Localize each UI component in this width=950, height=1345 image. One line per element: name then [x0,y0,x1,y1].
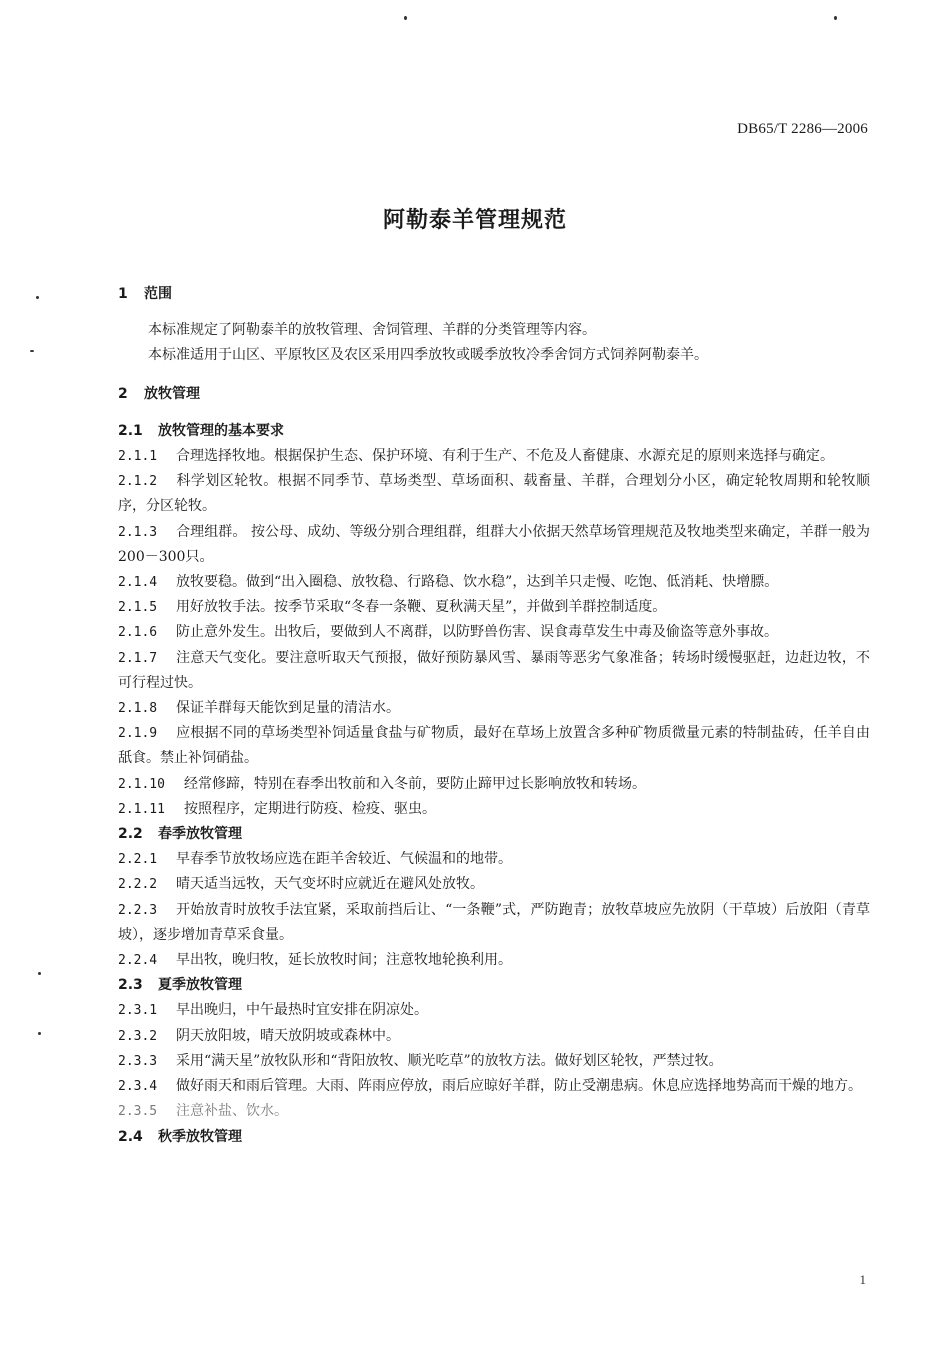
clause-item [118,520,870,570]
clause-item [118,444,870,469]
clause-item [118,872,870,897]
clause-text: 开始放青时放牧手法宜紧，采取前挡后让、“一条鞭”式，严防跑青；放牧草坡应先放阴（干草坡）后放阳（青草坡），逐步增加青草采食量。 [118,901,870,943]
clause-text: 采用“满天星”放牧队形和“背阳放牧、顺光吃草”的放牧方法。做好划区轮牧，严禁过牧。 [176,1052,723,1069]
clause-text: 做好雨天和雨后管理。大雨、阵雨应停放，雨后应晾好羊群，防止受潮患病。休息应选择地势高而干燥的地方。 [176,1078,862,1095]
clause-item [118,721,870,771]
clause-number: 2.1.8 [118,701,158,717]
clause-number: 2.1.5 [118,600,158,616]
clause-item [118,1049,870,1074]
clause-item [118,646,870,696]
subsection-2-1-heading [118,419,870,444]
clause-number: 2.2.2 [118,877,158,893]
clause-text: 放牧要稳。做到“出入圈稳、放牧稳、行路稳、饮水稳”，达到羊只走慢、吃饱、低消耗、快增膘。 [176,574,779,591]
clause-text: 防止意外发生。出牧后，要做到人不离群，以防野兽伤害、误食毒草发生中毒及偷盗等意外事故。 [176,624,778,641]
clause-text: 经常修蹄，特别在春季出牧前和入冬前，要防止蹄甲过长影响放牧和转场。 [184,775,646,792]
scan-speck [404,16,407,20]
subsection-2-4-heading [118,1125,870,1150]
clause-number: 2.2.4 [118,953,158,969]
clause-item [118,772,870,797]
clause-item [118,1074,870,1099]
clause-text: 应根据不同的草场类型补饲适量食盐与矿物质，最好在草场上放置含多种矿物质微量元素的特制盐砖，任羊自由舐食。禁止补饲硝盐。 [118,725,870,767]
clause-text: 早春季节放牧场应选在距羊舍较近、气候温和的地带。 [176,851,512,868]
clause-text: 早出牧，晚归牧，延长放牧时间；注意牧地轮换利用。 [176,952,512,969]
clause-item [118,797,870,822]
document-title: 阿勒泰羊管理规范 [382,208,567,233]
clause-number: 2.1.9 [118,726,158,742]
subsection-number: 2.4 [118,1128,143,1145]
section-title: 放牧管理 [144,385,200,402]
clause-text: 早出晚归，中午最热时宜安排在阴凉处。 [176,1002,428,1019]
clause-text: 注意天气变化。要注意听取天气预报，做好预防暴风雪、暴雨等恶劣气象准备；转场时缓慢驱赶，边赶边牧，不可行程过快。 [118,649,870,691]
subsection-title: 夏季放牧管理 [158,977,242,994]
document-body [118,282,870,1150]
clause-text: 注意补盐、饮水。 [176,1103,288,1120]
subsection-title: 春季放牧管理 [158,826,242,843]
clause-number: 2.1.4 [118,575,158,591]
clause-number: 2.1.1 [118,449,158,465]
clause-number: 2.2.1 [118,852,158,868]
scan-speck [30,350,34,352]
scan-speck [36,296,39,299]
section-number: 1 [118,286,128,302]
scope-paragraph: 本标准适用于山区、平原牧区及农区采用四季放牧或暖季放牧冷季舍饲方式饲养阿勒泰羊。 [148,347,708,364]
clause-number: 2.1.2 [118,474,158,490]
subsection-number: 2.2 [118,826,143,843]
subsection-2-3-heading [118,973,870,998]
clause-number: 2.3.4 [118,1079,158,1095]
section-2-heading [118,382,870,407]
section-title: 范围 [144,286,172,302]
subsection-number: 2.1 [118,422,143,439]
clause-number: 2.1.7 [118,650,158,666]
clause-item [118,620,870,645]
clause-text: 合理组群。 按公母、成幼、等级分别合理组群，组群大小依据天然草场管理规范及牧地类型来确定，羊群一般为200－300只。 [118,523,870,565]
clause-number: 2.1.11 [118,801,165,817]
clause-item [118,998,870,1023]
clause-text: 合理选择牧地。根据保护生态、保护环境、有利于生产、不危及人畜健康、水源充足的原则来选择与确定。 [176,448,834,465]
scan-speck [834,16,837,20]
clause-number: 2.2.3 [118,902,158,918]
clause-item [118,898,870,948]
scope-paragraph: 本标准规定了阿勒泰羊的放牧管理、舍饲管理、羊群的分类管理等内容。 [148,322,596,339]
clause-item [118,1024,870,1049]
subsection-title: 秋季放牧管理 [158,1128,242,1145]
clause-item [118,948,870,973]
section-1-heading [118,282,870,307]
clause-number: 2.3.2 [118,1028,158,1044]
clause-item [118,847,870,872]
clause-item [118,570,870,595]
clause-text: 晴天适当远牧，天气变坏时应就近在避风处放牧。 [176,876,484,893]
clause-number: 2.3.1 [118,1003,158,1019]
clause-item [118,1099,870,1124]
clause-item [118,696,870,721]
clause-number: 2.3.5 [118,1104,158,1120]
page-number: 1 [859,1272,866,1287]
clause-item [118,595,870,620]
subsection-title: 放牧管理的基本要求 [158,422,284,439]
clause-number: 2.1.6 [118,625,158,641]
clause-number: 2.1.3 [118,524,158,540]
scan-speck [38,972,41,975]
clause-number: 2.1.10 [118,776,165,792]
subsection-number: 2.3 [118,977,143,994]
clause-text: 用好放牧手法。按季节采取“冬春一条鞭、夏秋满天星”，并做到羊群控制适度。 [176,599,667,616]
clause-text: 按照程序，定期进行防疫、检疫、驱虫。 [184,800,436,817]
clause-text: 保证羊群每天能饮到足量的清洁水。 [176,700,400,717]
subsection-2-2-heading [118,822,870,847]
scan-speck [38,1032,41,1035]
clause-text: 科学划区轮牧。根据不同季节、草场类型、草场面积、载畜量、羊群，合理划分小区，确定轮牧周期和轮牧顺序，分区轮牧。 [118,473,870,515]
clause-text: 阴天放阳坡，晴天放阴坡或森林中。 [176,1027,400,1044]
clause-item [118,469,870,519]
standard-code: DB65/T 2286—2006 [737,121,868,137]
clause-number: 2.3.3 [118,1053,158,1069]
section-number: 2 [118,385,128,402]
